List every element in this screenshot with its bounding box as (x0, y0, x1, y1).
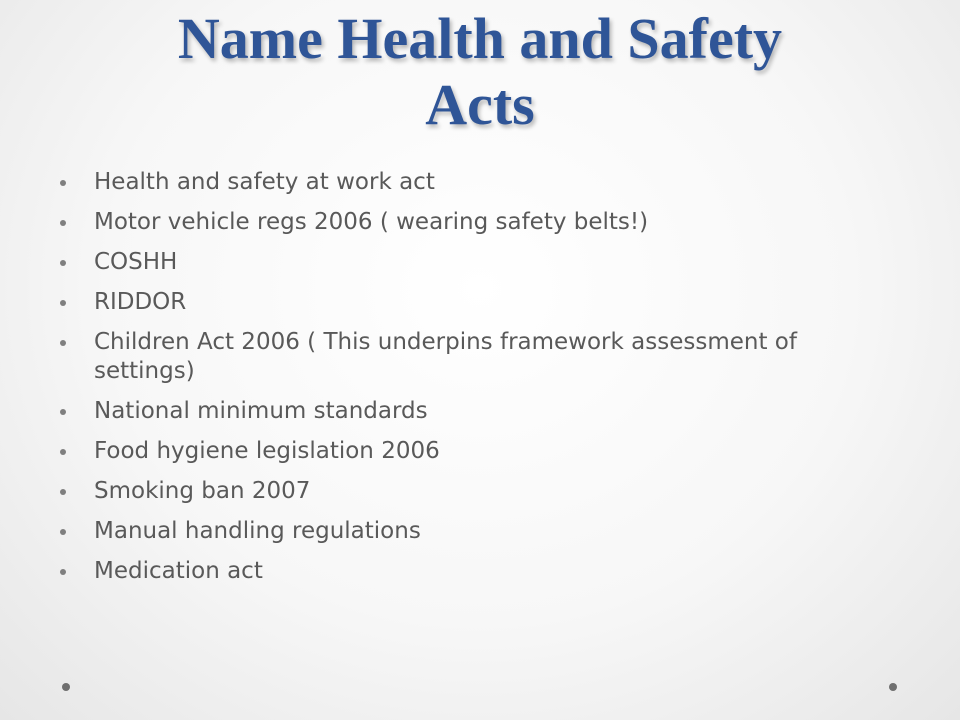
bullet-dot-icon (60, 569, 66, 575)
slide-title-line-1: Name Health and Safety (177, 6, 783, 71)
bullet-dot-icon (60, 529, 66, 535)
bullet-dot-icon (60, 220, 66, 226)
bullet-dot-icon (60, 260, 66, 266)
bullet-item (60, 397, 860, 426)
bullet-text: Medication act (94, 558, 263, 584)
bullet-dot-icon (60, 409, 66, 415)
bullet-dot-icon (60, 180, 66, 186)
bullet-item (60, 557, 860, 586)
bullet-item (60, 248, 860, 277)
bullet-item (60, 288, 860, 317)
bullet-text: Motor vehicle regs 2006 ( wearing safety belts!) (94, 209, 649, 235)
bullet-text: RIDDOR (94, 289, 187, 315)
bullet-text: Manual handling regulations (94, 518, 421, 544)
corner-dot-left-icon (62, 683, 70, 691)
corner-dot-right-icon (889, 683, 897, 691)
bullet-item (60, 477, 860, 506)
bullet-dot-icon (60, 449, 66, 455)
bullet-dot-icon (60, 489, 66, 495)
bullet-text: National minimum standards (94, 398, 428, 424)
bullet-text: COSHH (94, 249, 178, 275)
slide-title (40, 6, 920, 138)
bullet-dot-icon (60, 300, 66, 306)
bullet-item (60, 328, 860, 386)
bullet-item (60, 517, 860, 546)
bullet-text: Health and safety at work act (94, 169, 435, 195)
bullet-text: Smoking ban 2007 (94, 478, 311, 504)
bullet-dot-icon (60, 340, 66, 346)
bullet-item (60, 208, 860, 237)
bullet-text: Children Act 2006 ( This underpins framework assessment of settings) (94, 329, 797, 384)
bullet-item (60, 437, 860, 466)
bullet-list (60, 168, 860, 597)
bullet-item (60, 168, 860, 197)
bullet-text: Food hygiene legislation 2006 (94, 438, 440, 464)
slide-title-line-2: Acts (425, 72, 535, 137)
